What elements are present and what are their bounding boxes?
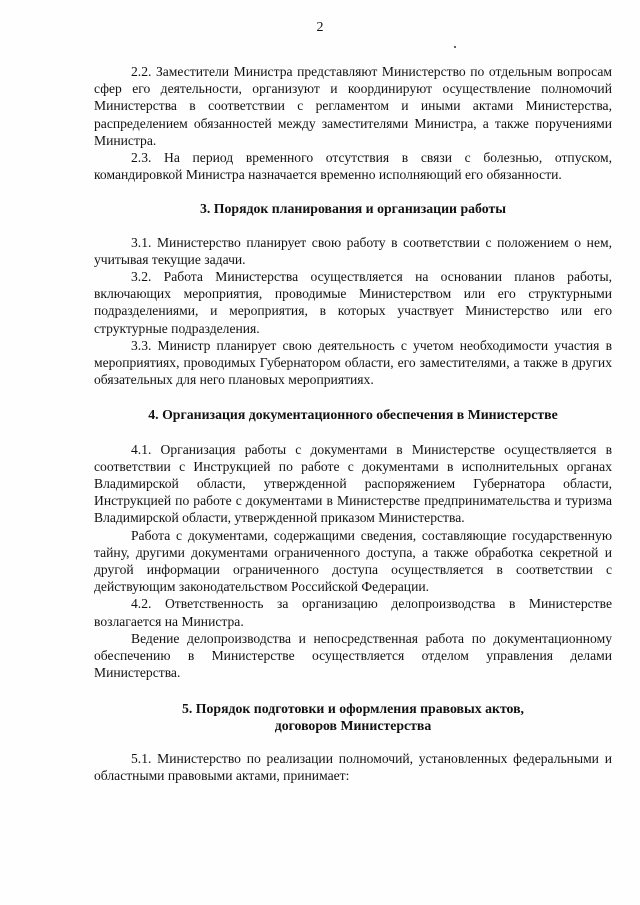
paragraph-4-1: 4.1. Организация работы с документами в Министерстве осуществляется в соответствии с Инструкцией по работе с документами в исполнительных органах Владимирской области, утвержденной распоряжением Губернатора области, Инструкцией по работе с документами в Министерстве предпринимательства и туризма Владимирской области, утвержденной приказом Министерства. — [94, 441, 612, 526]
section-4-heading: 4. Организация документационного обеспечения в Министерстве — [148, 407, 558, 423]
page-number: 2 — [316, 20, 324, 35]
paragraph-3-2: 3.2. Работа Министерства осуществляется на основании планов работы, включающих мероприятия, проводимые Министерством или его структурными подразделениями, и мероприятия, в которых участвует Министерство или его структурные подразделения. — [94, 269, 612, 336]
section-5-heading-line2: договоров Министерства — [274, 717, 432, 733]
paragraph-4-2: 4.2. Ответственность за организацию делопроизводства в Министерстве возлагается на Министра. — [94, 596, 612, 629]
scan-speck — [454, 46, 456, 48]
section-3-heading: 3. Порядок планирования и организации работы — [199, 201, 507, 217]
paragraph-2-3: 2.3. На период временного отсутствия в связи с болезнью, отпуском, командировкой Министра назначается временно исполняющий его обязанности. — [94, 150, 612, 183]
paragraph-3-3: 3.3. Министр планирует свою деятельность с учетом необходимости участия в мероприятиях, проводимых Губернатором области, его заместителями, а также в других обязательных для него плановых мероприятиях. — [94, 337, 612, 388]
paragraph-4-2-records: Ведение делопроизводства и непосредственная работа по документационному обеспечению в Министерстве осуществляется отделом управления делами Министерства. — [94, 630, 612, 681]
paragraph-5-1: 5.1. Министерство по реализации полномочий, установленных федеральными и областными правовыми актами, принимает: — [94, 750, 612, 784]
paragraph-4-1-secret: Работа с документами, содержащими сведения, составляющие государственную тайну, другими документами ограниченного доступа, а также обработка секретной и другой информации ограниченного доступа осуществляется в соответствии с действующим законодательством Российской Федерации. — [94, 527, 612, 595]
section-5-heading-line1: 5. Порядок подготовки и оформления правовых актов, — [181, 700, 525, 716]
paragraph-3-1: 3.1. Министерство планирует свою работу в соответствии с положением о нем, учитывая текущие задачи. — [94, 234, 612, 267]
document-body — [94, 63, 612, 784]
paragraph-2-2: 2.2. Заместители Министра представляют Министерство по отдельным вопросам сфер его деятельности, организуют и координируют осуществление полномочий Министерства в соответствии с регламентом и иными актами Министерства, распределением обязанностей между заместителями Министра, а также поручениями Министра. — [94, 64, 612, 148]
